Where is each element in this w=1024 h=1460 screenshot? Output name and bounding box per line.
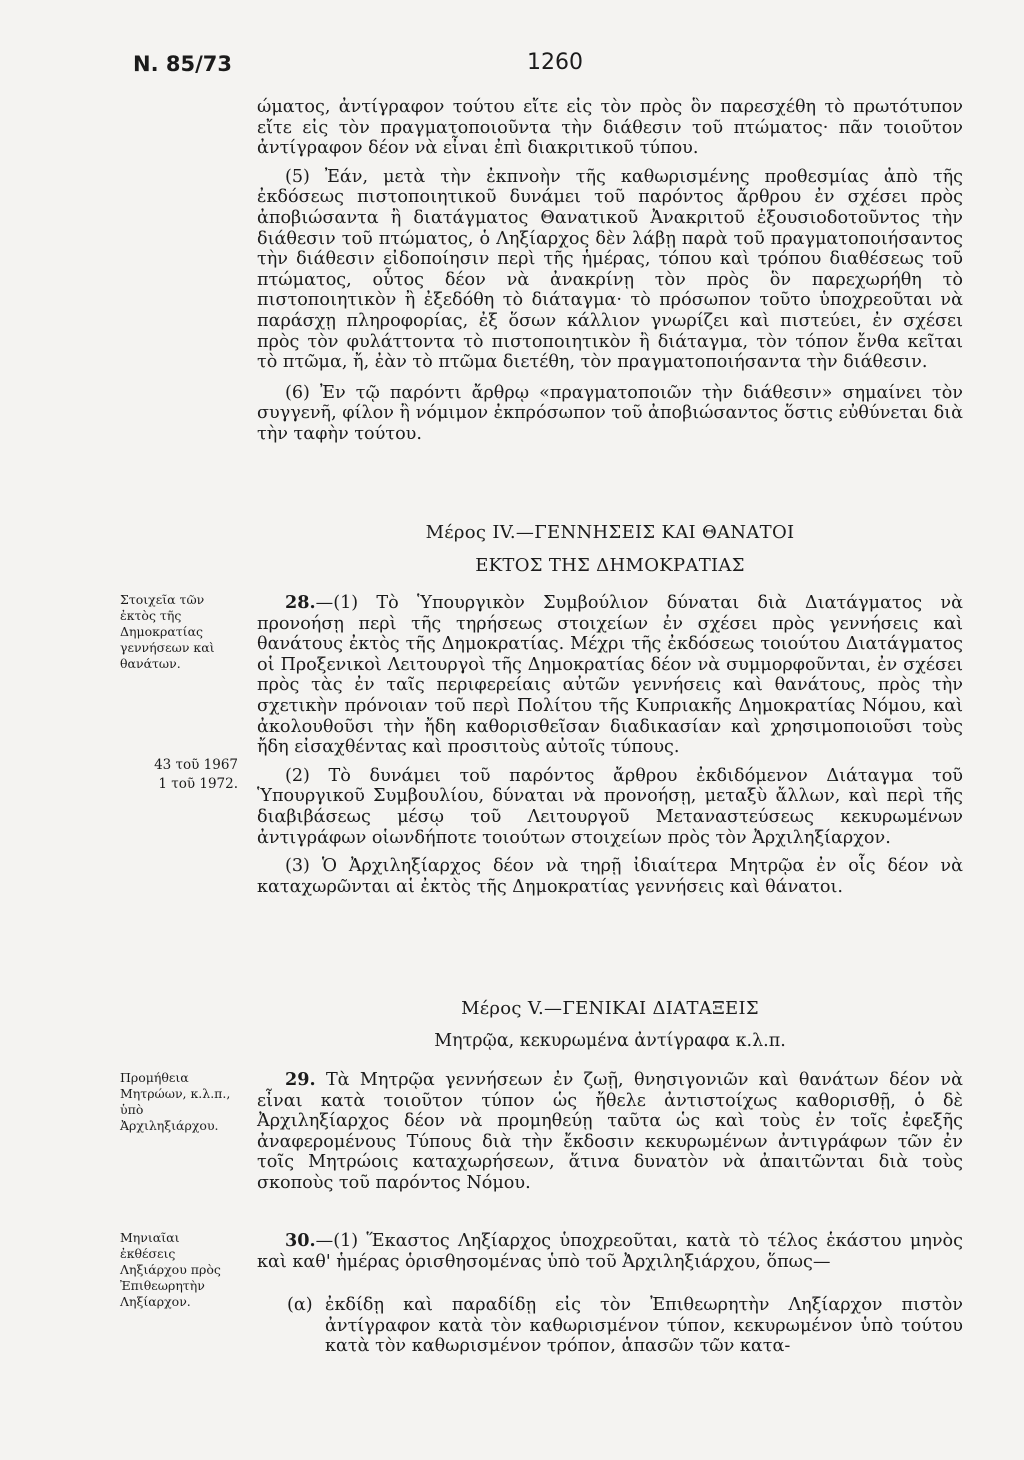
article-28 [257, 593, 963, 897]
part-5-subtitle: Μητρῷα, κεκυρωμένα ἀντίγραφα κ.λ.π. [434, 1031, 786, 1051]
article-29-number: 29. [285, 1069, 316, 1090]
article-29 [257, 1070, 963, 1194]
margin-note-article-30: Μηνιαῖαι ἐκθέσεις Ληξιάρχου πρὸς Ἐπιθεωρητὴν Ληξίαρχον. [120, 1230, 221, 1309]
margin-ref-law-1972: 1 τοῦ 1972. [158, 776, 238, 792]
article-29-text: Τὰ Μητρῷα γεννήσεων ἐν ζωῇ, θνησιγονιῶν καὶ θανάτων δέον νὰ εἶναι κατὰ τοιοῦτον τύπον ὡς ἤθελε ἀντιστοίχως καθορισθῇ, ὁ δὲ Ἀρχιληξίαρχος δέον νὰ προμηθεύῃ ταῦτα ὡς καὶ τοὺς ἐν τοῖς ἐφεξῆς ἀναφερομένους Τύπους διὰ τὴν ἔκδοσιν κεκυρωμένων ἀντιγράφων τῶν ἐν τοῖς Μητρώοις καταχωρήσεων, ἅτινα δυνατὸν νὰ ἀπαιτῶνται διὰ τοὺς σκοποὺς τοῦ παρόντος Νόμου. [257, 1070, 963, 1193]
article-30-item-a [257, 1295, 963, 1357]
law-number: Ν. 85/73 [133, 52, 232, 76]
article-30-text: —(1) Ἕκαστος Ληξίαρχος ὑποχρεοῦται, κατὰ τὸ τέλος ἑκάστου μηνὸς καὶ καθ' ἡμέρας ὁρισθησομένας ὑπὸ τοῦ Ἀρχιληξιάρχου, ὅπως— [257, 1231, 963, 1272]
continuation-paragraph: ώματος, ἀντίγραφον τούτου εἴτε εἰς τὸν πρὸς ὃν παρεσχέθη τὸ πρωτότυπον εἴτε εἰς τὸν πραγματοποιοῦντα τὴν διάθεσιν τοῦ πτώματος· πᾶν τοιοῦτον ἀντίγραφον δέον νὰ εἶναι ἐπὶ διακριτικοῦ τύπου. [257, 97, 963, 159]
item-a-text: ἐκδίδῃ καὶ παραδίδῃ εἰς τὸν Ἐπιθεωρητὴν Ληξίαρχον πιστὸν ἀντίγραφον κατὰ τὸν καθωρισμένον τύπον, κεκυρωμένον ὑπὸ τούτου κατὰ τὸν καθωρισμένον τρόπον, ἁπασῶν τῶν κατα- [325, 1295, 963, 1357]
item-a-label: (α) [287, 1295, 313, 1315]
article-28-number: 28. [285, 592, 316, 613]
margin-ref-law-1967: 43 τοῦ 1967 [154, 757, 238, 773]
paragraph-6: (6) Ἐν τῷ παρόντι ἄρθρῳ «πραγματοποιῶν τὴν διάθεσιν» σημαίνει τὸν συγγενῆ, φίλον ἢ νόμιμον ἐκπρόσωπον τοῦ ἀποβιώσαντος ὅστις εὐθύνεται διὰ τὴν ταφὴν τούτου. [257, 382, 963, 444]
part-4-subtitle: ΕΚΤΟΣ ΤΗΣ ΔΗΜΟΚΡΑΤΙΑΣ [475, 555, 745, 576]
article-30-number: 30. [285, 1230, 316, 1251]
article-28-paragraph-3: (3) Ὁ Ἀρχιληξίαρχος δέον νὰ τηρῇ ἰδιαίτερα Μητρῷα ἐν οἷς δέον νὰ καταχωρῶνται αἱ ἐκτὸς τῆς Δημοκρατίας γεννήσεις καὶ θάνατοι. [257, 856, 963, 897]
part-5-title: Μέρος V.—ΓΕΝΙΚΑΙ ΔΙΑΤΑΞΕΙΣ [461, 998, 759, 1019]
article-30 [257, 1231, 963, 1272]
article-28-paragraph-1: —(1) Τὸ Ὑπουργικὸν Συμβούλιον δύναται διὰ Διατάγματος νὰ προνοήσῃ περὶ τῆς τηρήσεως στοιχείων ἐν σχέσει πρὸς γεννήσεις καὶ θανάτους ἐκτὸς τῆς Δημοκρατίας. Μέχρι τῆς ἐκδόσεως τοιούτου Διατάγματος οἱ Προξενικοὶ Λειτουργοὶ τῆς Δημοκρατίας δέον νὰ συμμορφοῦνται, ἐν σχέσει πρὸς τὰς ἐν ταῖς περιφερείαις αὐτῶν γεννήσεις καὶ θανάτους, πρὸς τὴν σχετικὴν πρόνοιαν τοῦ περὶ Πολίτου τῆς Κυπριακῆς Δημοκρατίας Νόμου, καὶ ἀκολουθοῦσι τὴν ἤδη καθορισθεῖσαν διαδικασίαν καὶ χρησιμοποιοῦσι τοὺς ἤδη εἰσαχθέντας καὶ προσιτοὺς αὐτοῖς τύπους. [257, 593, 963, 758]
margin-note-article-28: Στοιχεῖα τῶν ἐκτὸς τῆς Δημοκρατίας γεννήσεων καὶ θανάτων. [120, 592, 215, 671]
margin-note-article-29: Προμήθεια Μητρώων, κ.λ.π., ὑπὸ Ἀρχιληξιάρχου. [120, 1070, 231, 1133]
article-27-continued [257, 97, 963, 445]
part-4-title: Μέρος IV.—ΓΕΝΝΗΣΕΙΣ ΚΑΙ ΘΑΝΑΤΟΙ [425, 522, 795, 543]
paragraph-5: (5) Ἐάν, μετὰ τὴν ἐκπνοὴν τῆς καθωρισμένης προθεσμίας ἀπὸ τῆς ἐκδόσεως πιστοποιητικοῦ δυνάμει τοῦ παρόντος ἄρθρου ἐν σχέσει πρὸς ἀποβιώσαντα ἢ διατάγματος Θανατικοῦ Ἀνακριτοῦ ἐξουσιοδοτοῦντος τὴν διάθεσιν τοῦ πτώματος, ὁ Ληξίαρχος δὲν λάβῃ παρὰ τοῦ πραγματοποιήσαντος τὴν διάθεσιν εἰδοποίησιν περὶ τῆς ἡμέρας, τόπου καὶ τρόπου διαθέσεως τοῦ πτώματος, οὗτος δέον νὰ ἀνακρίνῃ τὸν πρὸς ὃν παρεχωρήθη τὸ πιστοποιητικὸν ἢ ἐξεδόθη τὸ διάταγμα· τὸ πρόσωπον τοῦτο ὑποχρεοῦται νὰ παράσχῃ πληροφορίας, ἐξ ὅσων κάλλιον γνωρίζει καὶ πιστεύει, ἐν σχέσει πρὸς τὸν φυλάττοντα τὸ πιστοποιητικὸν ἢ διάταγμα, τὸν τόπον ἔνθα κεῖται τὸ πτῶμα, ἤ, ἐὰν τὸ πτῶμα διετέθη, τὸν πραγματοποιήσαντα τὴν διάθεσιν. [257, 166, 963, 373]
article-28-paragraph-2: (2) Τὸ δυνάμει τοῦ παρόντος ἄρθρου ἐκδιδόμενον Διάταγμα τοῦ Ὑπουργικοῦ Συμβουλίου, δύναται νὰ προνοήσῃ, μεταξὺ ἄλλων, καὶ περὶ τῆς διαβιβάσεως μέσῳ τοῦ Λειτουργοῦ Μεταναστεύσεως κεκυρωμένων ἀντιγράφων οἱωνδήποτε τοιούτων στοιχείων πρὸς τὸν Ἀρχιληξίαρχον. [257, 765, 963, 848]
page-number: 1260 [527, 50, 583, 75]
